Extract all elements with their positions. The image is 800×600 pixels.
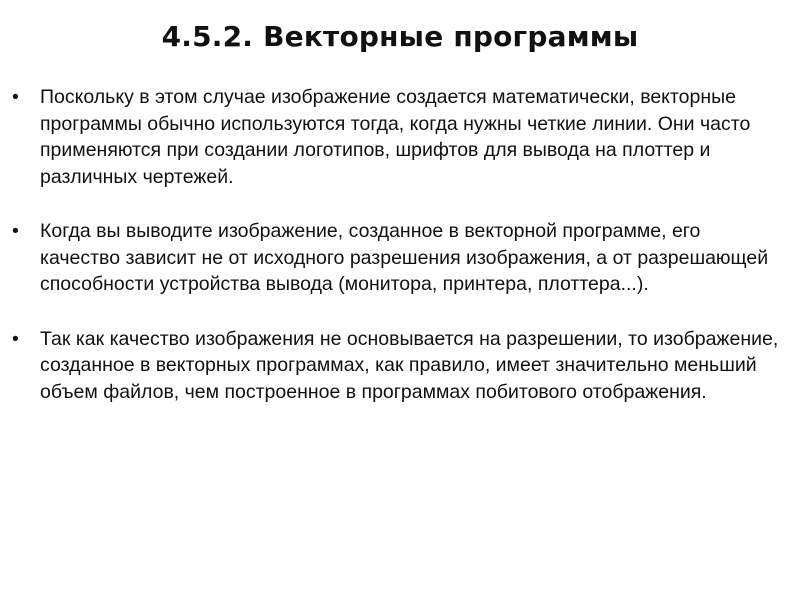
bullet-item-2: [0, 218, 800, 298]
bullet-marker: •: [12, 220, 19, 242]
bullet-item-3: [0, 326, 800, 406]
bullet-text: Поскольку в этом случае изображение создается математически, векторные программы обычно используются тогда, когда нужны четкие линии. Они часто применяются при создании логотипов, шрифтов для вывода на плоттер и различных чертежей.: [40, 86, 751, 188]
bullet-list: [0, 84, 800, 433]
bullet-item-1: [0, 84, 800, 190]
bullet-text: Так как качество изображения не основывается на разрешении, то изображение, созданное в векторных программах, как правило, имеет значительно меньший объем файлов, чем построенное в программах побитового отображения.: [40, 327, 779, 403]
slide-title: 4.5.2. Векторные программы: [161, 20, 639, 53]
bullet-marker: •: [12, 327, 19, 350]
bullet-marker: •: [12, 86, 19, 108]
bullet-text: Когда вы выводите изображение, созданное в векторной программе, его качество зависит не от исходного разрешения изображения, а от разрешающей способности устройства вывода (монитора, принтера, плоттера...).: [40, 220, 769, 295]
